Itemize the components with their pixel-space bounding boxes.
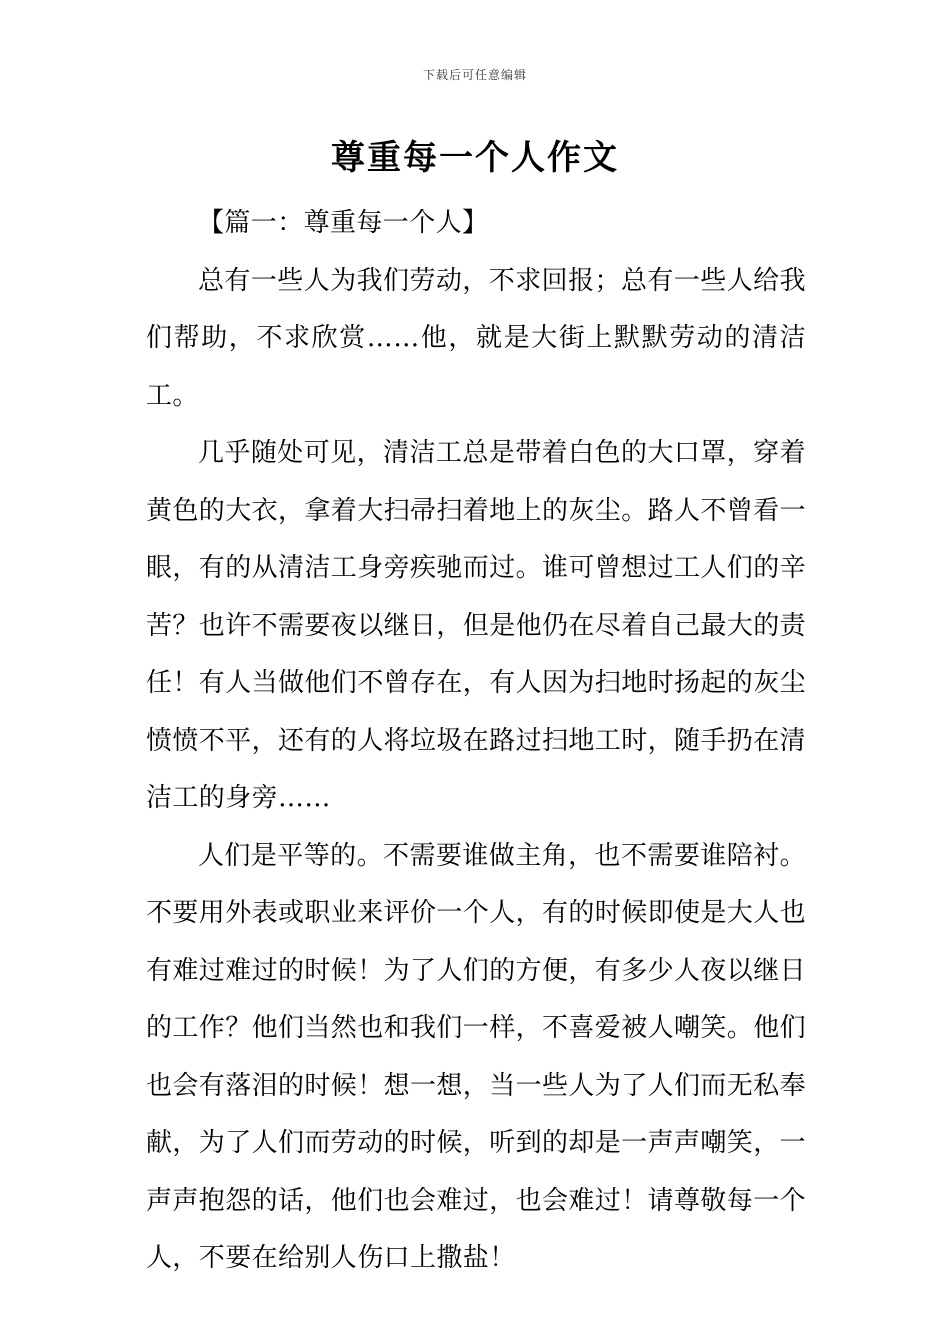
document-title: 尊重每一个人作文 [331,138,619,178]
paragraph: 几乎随处可见，清洁工总是带着白色的大口罩，穿着黄色的大衣，拿着大扫帚扫着地上的灰尘。路人不曾看一眼，有的从清洁工身旁疾驰而过。谁可曾想过工人们的辛苦？也许不需要夜以继日，但是他仍在尽着自己最大的责任！有人当做他们不曾存在，有人因为扫地时扬起的灰尘愤愤不平，还有的人将垃圾在路过扫地工时，随手扔在清洁工的身旁…… [146,438,807,813]
document-body [146,195,806,1288]
paragraph: 人们是平等的。不需要谁做主角，也不需要谁陪衬。不要用外表或职业来评价一个人，有的时候即使是大人也有难过难过的时候！为了人们的方便，有多少人夜以继日的工作？他们当然也和我们一样，不喜爱被人嘲笑。他们也会有落泪的时候！想一想，当一些人为了人们而无私奉献，为了人们而劳动的时候，听到的却是一声声嘲笑，一声声抱怨的话，他们也会难过，也会难过！请尊敬每一个人，不要在给别人伤口上撒盐！ [146,840,807,1273]
header-note: 下载后可任意编辑 [422,68,527,82]
section-heading: 【篇一：尊重每一个人】 [198,208,489,238]
paragraph: 总有一些人为我们劳动，不求回报；总有一些人给我们帮助，不求欣赏……他，就是大街上默默劳动的清洁工。 [146,265,806,411]
